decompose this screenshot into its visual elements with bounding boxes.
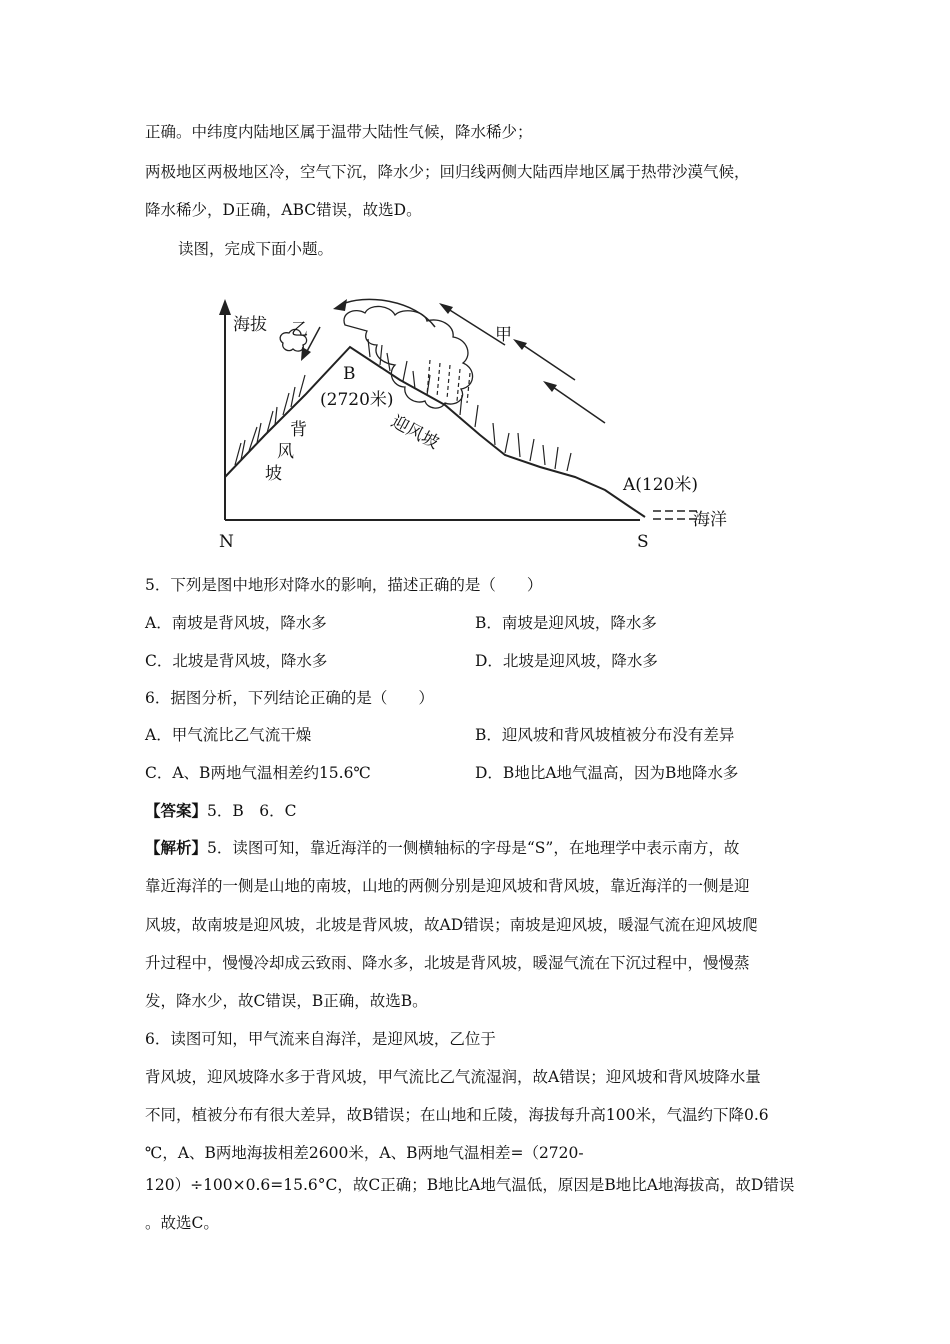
- analysis-text-1: 5．读图可知，靠近海洋的一侧横轴标的字母是“S”，在地理学中表示南方，故: [207, 839, 740, 857]
- windward-label: 迎风坡: [387, 411, 443, 454]
- intro-line-2: 两极地区两极地区冷，空气下沉，降水少；回归线两侧大陆西岸地区属于热带沙漠气候，: [145, 163, 750, 181]
- q6-stem: 6．据图分析，下列结论正确的是（ ）: [145, 689, 434, 707]
- q6-option-d: D．B地比A地气温高，因为B地降水多: [475, 764, 739, 782]
- windward-vegetation: [368, 339, 571, 471]
- answer-label: 【答案】: [145, 801, 208, 820]
- analysis-line-11: 。故选C。: [145, 1214, 219, 1232]
- airflow-label-yi: 乙: [291, 320, 308, 340]
- q5-option-d: D．北坡是迎风坡，降水多: [475, 652, 658, 670]
- q5-option-a: A．南坡是背风坡，降水多: [145, 614, 327, 632]
- q5-option-b: B．南坡是迎风坡，降水多: [475, 614, 657, 632]
- analysis-line-1: [145, 836, 739, 858]
- peak-altitude: (2720米): [320, 390, 394, 410]
- analysis-line-10: 120）÷100×0.6=15.6°C，故C正确；B地比A地气温低，原因是B地比A地海拔高，故D错误: [145, 1176, 795, 1194]
- airflow-arrow-3: [550, 385, 605, 423]
- answer-line: [145, 799, 297, 821]
- analysis-line-9: ℃，A、B两地海拔相差2600米，A、B两地气温相差=（2720-: [145, 1144, 584, 1162]
- figure-prompt: 读图，完成下面小题。: [178, 240, 334, 258]
- terrain-precipitation-diagram: [205, 285, 765, 555]
- analysis-line-5: 发，降水少，故C错误，B正确，故选B。: [145, 992, 428, 1010]
- y-axis-label: 海拔: [233, 315, 267, 335]
- south-label: S: [637, 532, 649, 552]
- airflow-label-jia: 甲: [495, 325, 512, 345]
- q6-option-b: B．迎风坡和背风坡植被分布没有差异: [475, 726, 735, 744]
- ocean-label: 海洋: [693, 510, 727, 530]
- q6-option-a: A．甲气流比乙气流干燥: [145, 726, 312, 744]
- point-a-label: A(120米): [623, 475, 698, 495]
- q5-option-c: C．北坡是背风坡，降水多: [145, 652, 328, 670]
- analysis-line-2: 靠近海洋的一侧是山地的南坡，山地的两侧分别是迎风坡和背风坡，靠近海洋的一侧是迎: [145, 877, 750, 895]
- analysis-line-6: 6．读图可知，甲气流来自海洋，是迎风坡，乙位于: [145, 1030, 496, 1048]
- q6-option-c: C．A、B两地气温相差约15.6℃: [145, 764, 371, 782]
- analysis-label: 【解析】: [145, 838, 208, 857]
- leeward-char-2: 风: [277, 442, 294, 462]
- analysis-line-4: 升过程中，慢慢冷却成云致雨、降水多，北坡是背风坡，暖湿气流在下沉过程中，慢慢蒸: [145, 954, 750, 972]
- y-axis-arrow: [219, 299, 231, 315]
- intro-line-1: 正确。中纬度内陆地区属于温带大陆性气候，降水稀少；: [145, 123, 533, 141]
- peak-label: B: [343, 364, 356, 384]
- intro-line-3: 降水稀少，D正确，ABC错误，故选D。: [145, 201, 422, 219]
- leeward-char-1: 背: [290, 420, 307, 440]
- north-label: N: [219, 532, 234, 552]
- rain-lines: [427, 360, 470, 403]
- answer-text: 5．B 6．C: [207, 802, 297, 820]
- airflow-arrow-2: [520, 343, 575, 380]
- q5-stem: 5．下列是图中地形对降水的影响，描述正确的是（ ）: [145, 576, 543, 594]
- analysis-line-3: 风坡，故南坡是迎风坡，北坡是背风坡，故AD错误；南坡是迎风坡，暖湿气流在迎风坡爬: [145, 916, 758, 934]
- leeward-char-3: 坡: [265, 464, 282, 484]
- ocean-waves: [653, 511, 697, 519]
- analysis-line-7: 背风坡，迎风坡降水多于背风坡，甲气流比乙气流湿润，故A错误；迎风坡和背风坡降水量: [145, 1068, 761, 1086]
- analysis-line-8: 不同，植被分布有很大差异，故B错误；在山地和丘陵，海拔每升高100米，气温约下降0.6: [145, 1106, 769, 1124]
